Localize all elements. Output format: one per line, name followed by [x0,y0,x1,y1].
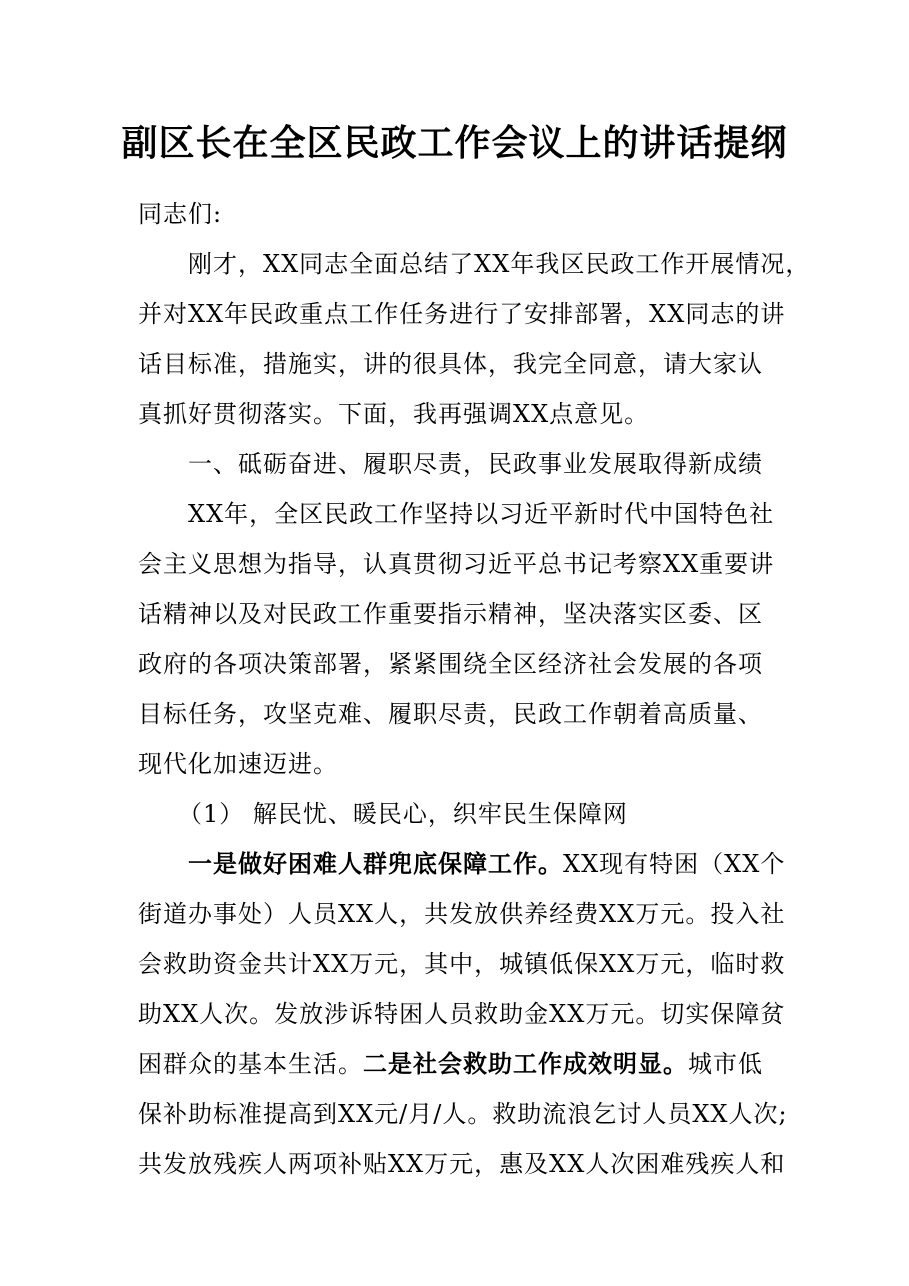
salutation: 同志们: [138,200,223,228]
document-title: 副区长在全区民政工作会议上的讲话提纲 [121,123,788,164]
paragraph-line: 会救助资金共计XX万元，其中，城镇低保XX万元，临时救 [138,950,786,978]
paragraph-line: 话目标准，措施实，讲的很具体，我完全同意，请大家认 [138,350,763,378]
line-text: 城市低 [688,1050,763,1078]
paragraph-line [188,840,785,888]
paragraph-line: 并对XX年民政重点工作任务进行了安排部署，XX同志的讲 [138,300,786,328]
bold-lead-2: 二是社会救助工作成效明显。 [363,1049,688,1078]
paragraph-line: 真抓好贯彻落实。下面，我再强调XX点意见。 [138,400,650,428]
paragraph-line: 政府的各项决策部署，紧紧围绕全区经济社会发展的各项 [138,650,763,678]
subsection-heading: （1） 解民忧、暖民心，织牢民生保障网 [178,800,628,828]
paragraph-line: 保补助标准提高到XX元/月/人。救助流浪乞讨人员XX人次; [138,1100,788,1128]
line-text: 困群众的基本生活。 [138,1050,363,1078]
paragraph-line [138,1040,763,1088]
paragraph-line: XX年，全区民政工作坚持以习近平新时代中国特色社 [188,500,775,528]
paragraph-line: 街道办事处）人员XX人，共发放供养经费XX万元。投入社 [138,900,786,928]
paragraph-line: 共发放残疾人两项补贴XX万元，惠及XX人次困难残疾人和 [138,1150,786,1178]
paragraph-line: 现代化加速迈进。 [138,750,338,778]
paragraph-line: 会主义思想为指导，认真贯彻习近平总书记考察XX重要讲 [138,550,775,578]
paragraph-line: 助XX人次。发放涉诉特困人员救助金XX万元。切实保障贫 [138,1000,786,1028]
line-text: XX现有特困（XX个 [563,850,786,878]
paragraph-line: 刚才，XX同志全面总结了XX年我区民政工作开展情况， [188,250,811,278]
paragraph-line: 目标任务，攻坚克难、履职尽责，民政工作朝着高质量、 [138,700,763,728]
paragraph-line: 话精神以及对民政工作重要指示精神，坚决落实区委、区 [138,600,763,628]
bold-lead-1: 一是做好困难人群兜底保障工作。 [188,849,563,878]
section-heading: 一、砥砺奋进、履职尽责，民政事业发展取得新成绩 [188,450,763,478]
